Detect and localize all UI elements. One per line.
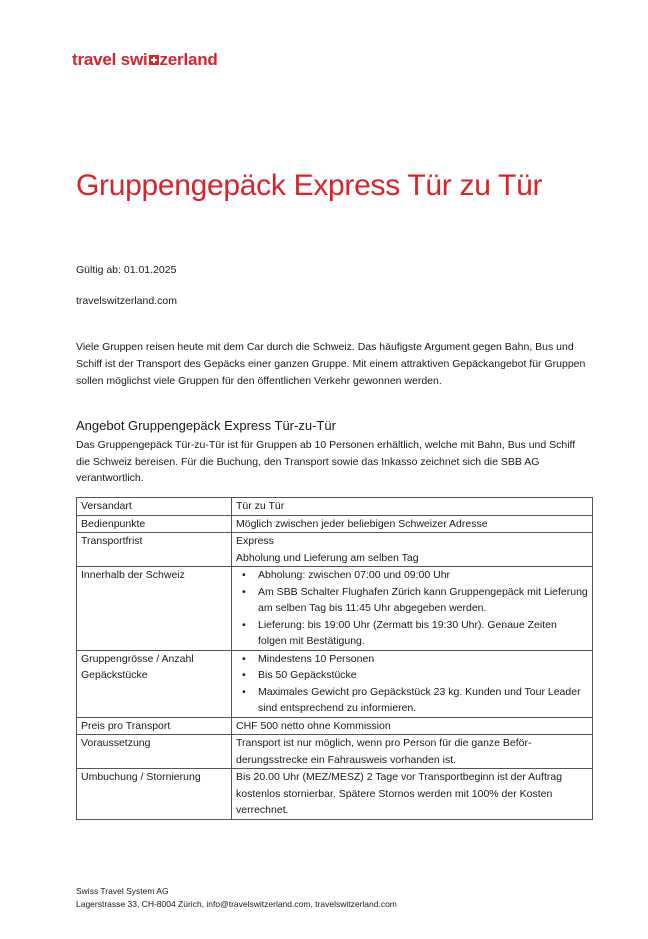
- document-title: Gruppengepäck Express Tür zu Tür: [76, 169, 543, 202]
- logo-text-left: travel swi: [72, 50, 148, 69]
- footer-address: Lagerstrasse 33, CH-8004 Zürich, info@travelswitzerland.com, travelswitzerland.com: [76, 899, 397, 909]
- valid-from: Gültig ab: 01.01.2025: [76, 264, 177, 276]
- website-text: travelswitzerland.com: [76, 295, 177, 307]
- table-value-line: Abholung und Lieferung am selben Tag: [236, 551, 419, 564]
- offer-table: [76, 497, 593, 820]
- footer-company: Swiss Travel System AG: [76, 886, 169, 896]
- table-value-line: Express: [236, 535, 274, 547]
- table-key-cell: Umbuchung / Stornierung: [77, 769, 232, 820]
- bullet-list: [236, 567, 588, 650]
- swiss-cross-icon: [149, 55, 159, 65]
- bullet-list: [236, 651, 588, 717]
- table-row: [77, 567, 593, 651]
- table-value-line: Bis 20.00 Uhr (MEZ/MESZ) 2 Tage vor Transportbeginn ist der Auftrag kostenlos stornierbar. Spätere Stornos werden mit 100% der Kosten verrechnet.: [236, 771, 563, 816]
- table-value-cell: [232, 533, 593, 567]
- bullet-item: • Abholung: zwischen 07:00 und 09:00 Uhr: [258, 567, 588, 584]
- table-key-cell: Preis pro Transport: [77, 717, 232, 735]
- table-row: [77, 515, 593, 533]
- brand-logo: [72, 50, 218, 70]
- table-key-cell: Gruppengrösse / Anzahl Gepäckstücke: [77, 650, 232, 717]
- table-key-cell: Versandart: [77, 498, 232, 516]
- table-value-line: CHF 500 netto ohne Kommission: [236, 719, 391, 732]
- logo-text-right: zerland: [159, 50, 218, 69]
- bullet-item: • Maximales Gewicht pro Gepäckstück 23 kg. Kunden und Tour Leader sind entsprechend zu informieren.: [258, 684, 588, 717]
- bullet-item: • Lieferung: bis 19:00 Uhr (Zermatt bis 19:30 Uhr). Genaue Zeiten folgen mit Bestätigung.: [258, 617, 588, 650]
- section-paragraph: Das Gruppengepäck Tür-zu-Tür ist für Gruppen ab 10 Personen erhältlich, welche mit Bahn, Bus und Schiff die Schweiz bereisen. Für die Buchung, den Transport sowie das Inkasso zeichnet sich die SBB AG verantwortlich.: [76, 439, 576, 484]
- table-row: [77, 498, 593, 516]
- table-key-cell: Bedienpunkte: [77, 515, 232, 533]
- table-value-cell: [232, 769, 593, 820]
- table-value-line: Möglich zwischen jeder beliebigen Schweizer Adresse: [236, 517, 488, 530]
- bullet-item: • Mindestens 10 Personen: [258, 651, 588, 668]
- table-value-cell: [232, 515, 593, 533]
- intro-paragraph: Viele Gruppen reisen heute mit dem Car durch die Schweiz. Das häufigste Argument gegen Bahn, Bus und Schiff ist der Transport des Gepäcks einer ganzen Gruppe. Mit einem attraktiven Gepäckangebot für Gruppen sollen möglichst viele Gruppen für den öffentlichen Verkehr gewonnen werden.: [76, 341, 586, 387]
- table-key-cell: Voraussetzung: [77, 735, 232, 769]
- table-row: [77, 769, 593, 820]
- table-value-cell: [232, 567, 593, 651]
- table-value-cell: [232, 717, 593, 735]
- bullet-item: • Bis 50 Gepäckstücke: [258, 667, 588, 684]
- table-key-cell: Transportfrist: [77, 533, 232, 567]
- table-value-line: Tür zu Tür: [236, 500, 285, 512]
- table-row: [77, 650, 593, 717]
- section-heading: Angebot Gruppengepäck Express Tür-zu-Tür: [76, 418, 336, 433]
- table-value-line: Transport ist nur möglich, wenn pro Person für die ganze Beför-derungsstrecke ein Fahrausweis vorhanden ist.: [236, 737, 532, 766]
- table-value-cell: [232, 650, 593, 717]
- bullet-item: • Am SBB Schalter Flughafen Zürich kann Gruppengepäck mit Lieferung am selben Tag bis 11:45 Uhr abgegeben werden.: [258, 584, 588, 617]
- table-key-cell: Innerhalb der Schweiz: [77, 567, 232, 651]
- table-value-cell: [232, 735, 593, 769]
- table-row: [77, 735, 593, 769]
- table-value-cell: [232, 498, 593, 516]
- table-row: [77, 717, 593, 735]
- footer: [76, 885, 397, 911]
- table-row: [77, 533, 593, 567]
